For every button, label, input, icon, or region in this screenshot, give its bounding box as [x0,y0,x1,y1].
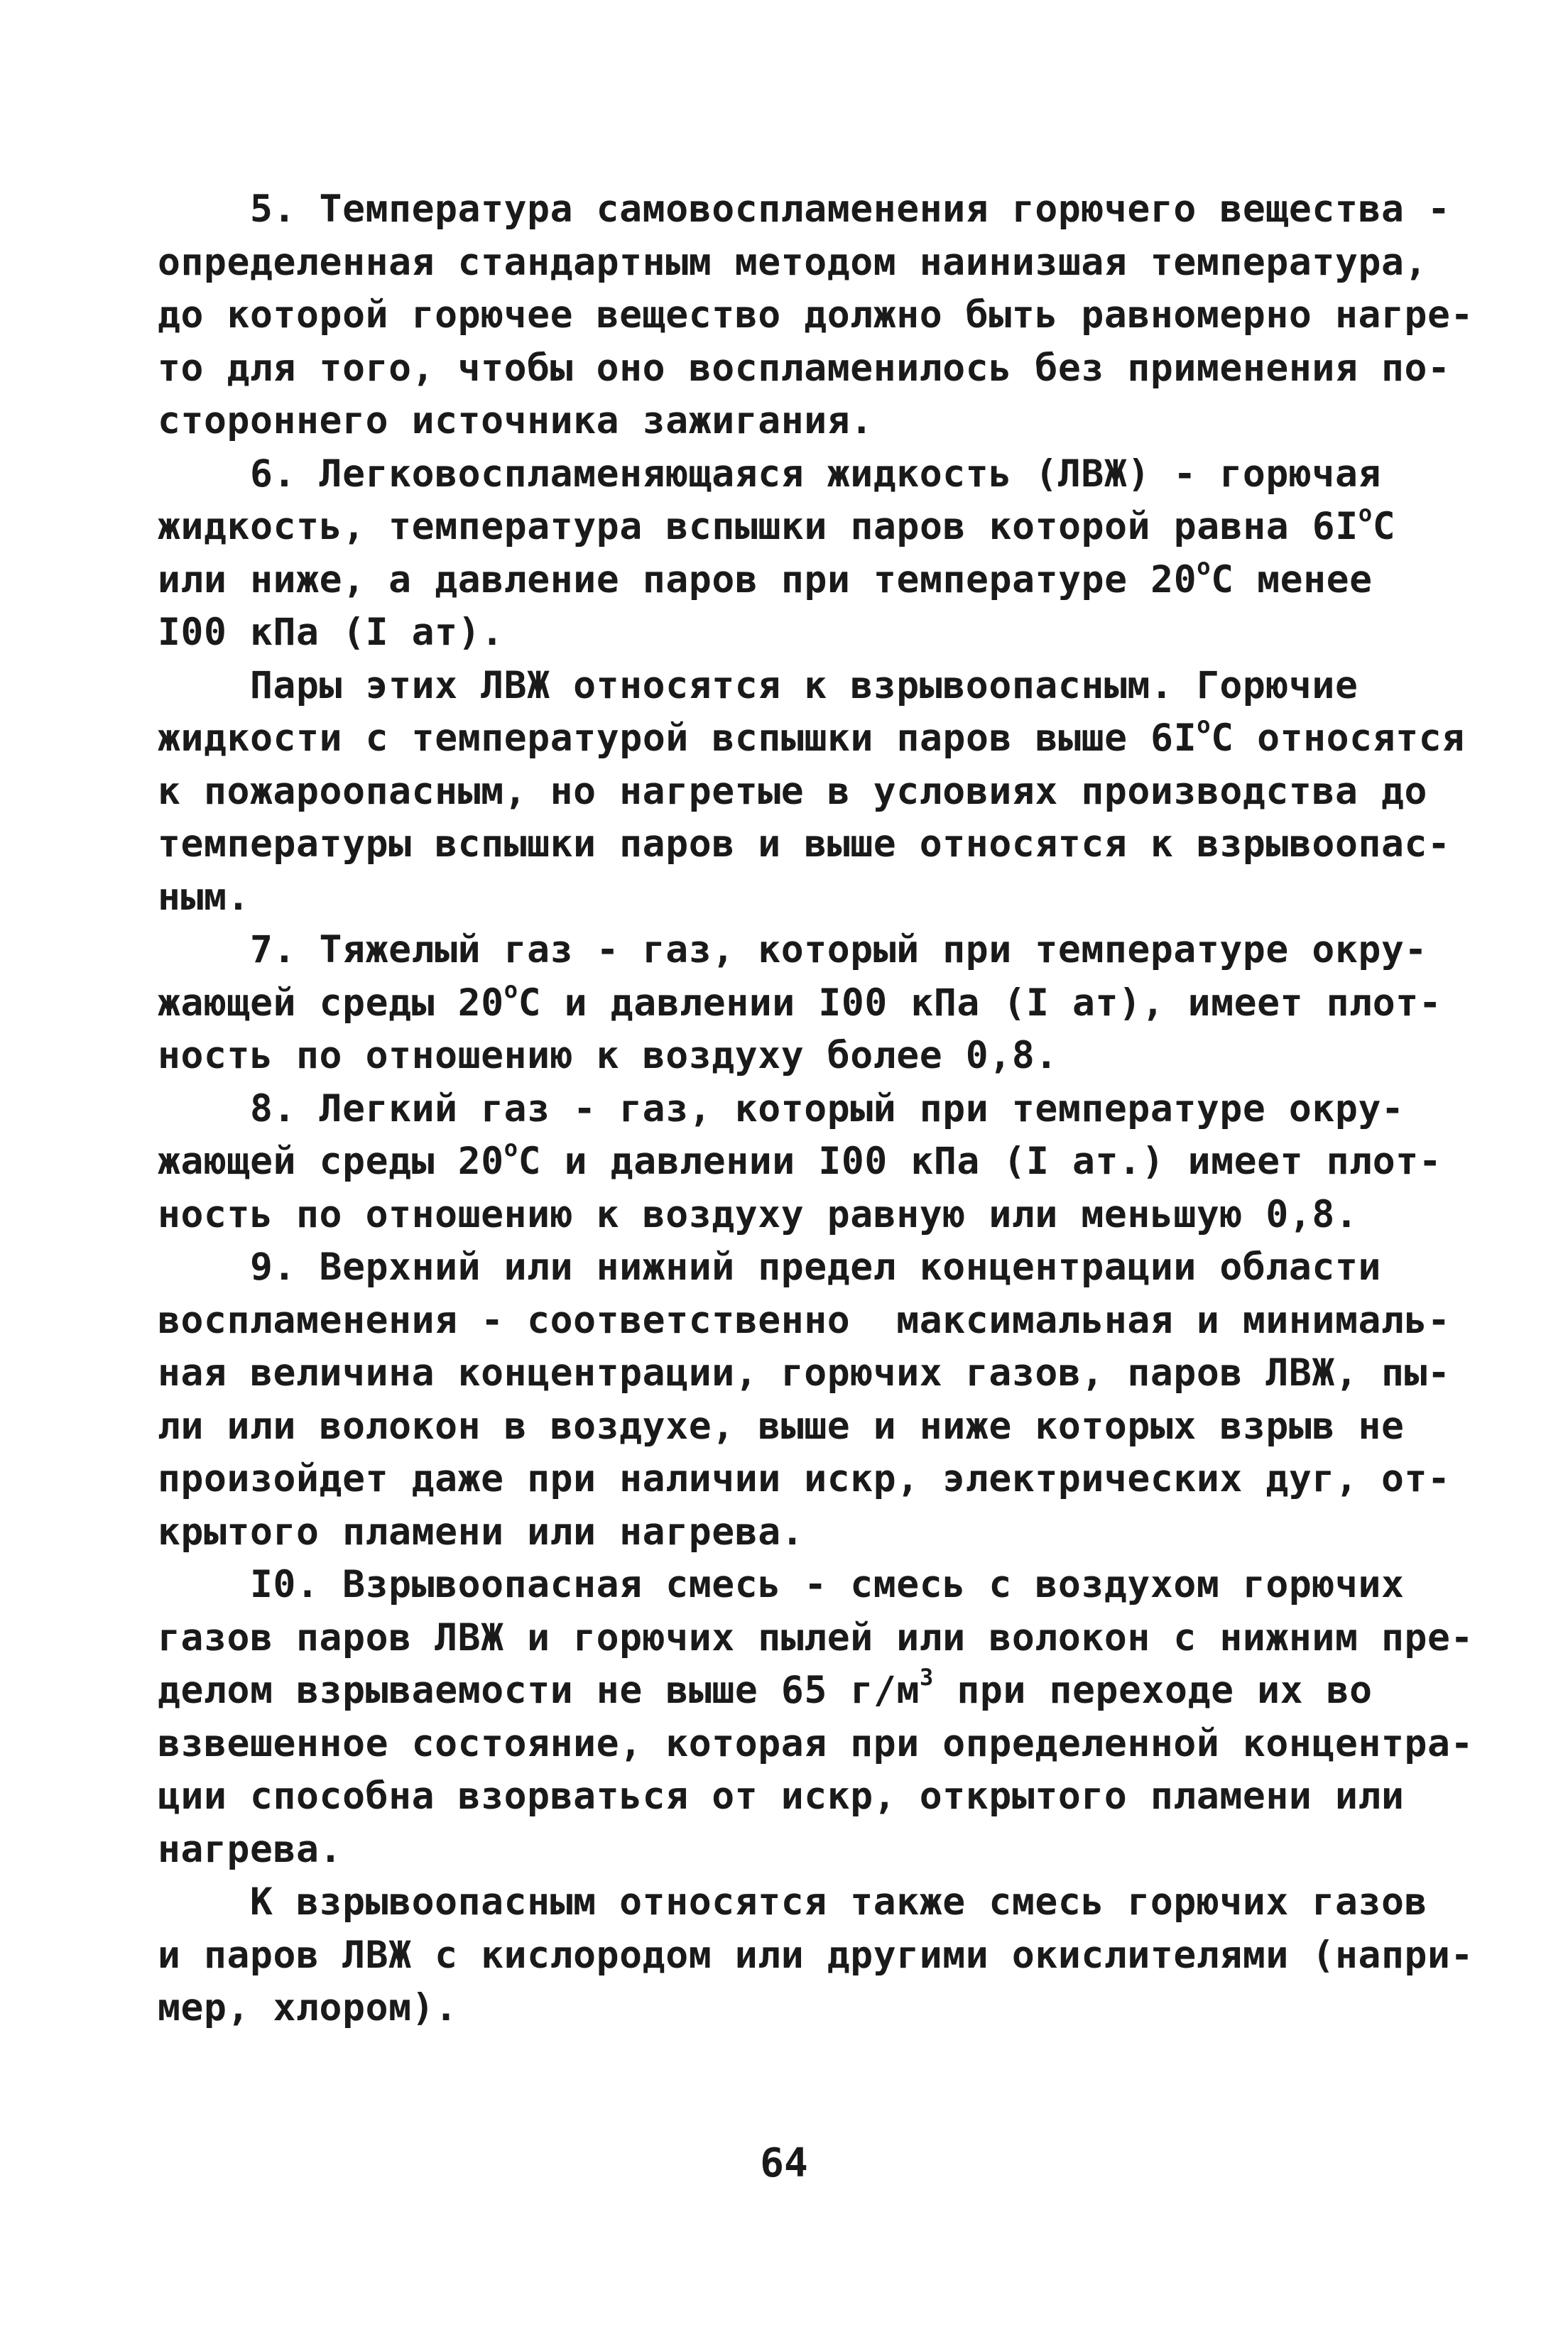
paragraph [158,1876,1474,2035]
text-line: 8. Легкий газ - газ, который при температуре окру- [158,1086,1405,1130]
text-line: газов паров ЛВЖ и горючих пылей или волокон с нижним пре- [158,1615,1474,1659]
text-line: мер, хлором). [158,1986,458,2029]
text-line: то для того, чтобы оно воспламенилось без применения по- [158,346,1451,390]
text-line: К взрывоопасным относятся также смесь горючих газов [158,1880,1427,1924]
paragraph [158,183,1474,448]
text-line: делом взрываемости не выше 65 $г/м^3$ при переходе их во [158,1664,1373,1712]
text-line: ным. [158,875,251,919]
paragraph [158,924,1442,1083]
text-line: ность по отношению к воздуху равную или меньшую 0,8. [158,1192,1359,1236]
paragraph [158,1241,1451,1559]
page-number: 64 [760,2140,808,2186]
text-line: 7. Тяжелый газ - газ, который при температуре окру- [158,928,1427,971]
text-line: жидкости с температурой вспышки паров выше $6I^oС$ относятся [158,712,1465,760]
paragraph [158,448,1436,660]
text-line: Пары этих ЛВЖ относятся к взрывоопасным. Горючие [158,663,1359,707]
text-line: нагрева. [158,1827,343,1871]
text-line: к пожароопасным, но нагретые в условиях производства до [158,769,1427,813]
text-line: воспламенения - соответственно максимальная и минималь- [158,1298,1451,1342]
text-line: взвешенное состояние, которая при определенной концентра- [158,1721,1474,1765]
text-line: до которой горючее вещество должно быть равномерно нагре- [158,293,1474,337]
text-line: определенная стандартным методом наинизшая температура, [158,240,1427,284]
body-text [158,183,1474,2035]
paragraph [158,1083,1442,1242]
text-line: произойдет даже при наличии искр, электрических дуг, от- [158,1457,1451,1500]
text-line: I0. Взрывоопасная смесь - смесь с воздухом горючих [158,1563,1405,1606]
paragraph [158,1559,1474,1876]
text-line: 9. Верхний или нижний предел концентрации области [158,1246,1381,1289]
text-line: 5. Температура самовоспламенения горючего вещества - [158,187,1451,231]
text-line: ции способна взорваться от искр, открытого пламени или [158,1775,1405,1818]
paragraph [158,660,1465,925]
text-line: ли или волокон в воздухе, выше и ниже которых взрыв не [158,1404,1405,1448]
text-line: стороннего источника зажигания. [158,399,873,442]
text-line: ная величина концентрации, горючих газов, паров ЛВЖ, пы- [158,1351,1451,1395]
text-line: и паров ЛВЖ с кислородом или другими окислителями (напри- [158,1933,1474,1977]
text-line: жающей среды 20$^o$С и давлении I00 кПа (I ат), имеет плот- [158,976,1442,1025]
text-line: I00 кПа (I ат). [158,611,504,654]
text-line: ность по отношению к воздуху более 0,8. [158,1034,1058,1077]
text-line: жидкость, температура вспышки паров которой равна $6I^oС$ [158,500,1396,548]
text-line: или ниже, а давление паров при температуре 20$^o$С менее [158,552,1373,601]
text-line: 6. Легковоспламеняющаяся жидкость (ЛВЖ) - горючая [158,452,1381,496]
text-line: крытого пламени или нагрева. [158,1510,805,1554]
text-line: жающей среды 20$^o$С и давлении I00 кПа (I ат.) имеет плот- [158,1135,1442,1183]
text-line: температуры вспышки паров и выше относятся к взрывоопас- [158,822,1451,866]
